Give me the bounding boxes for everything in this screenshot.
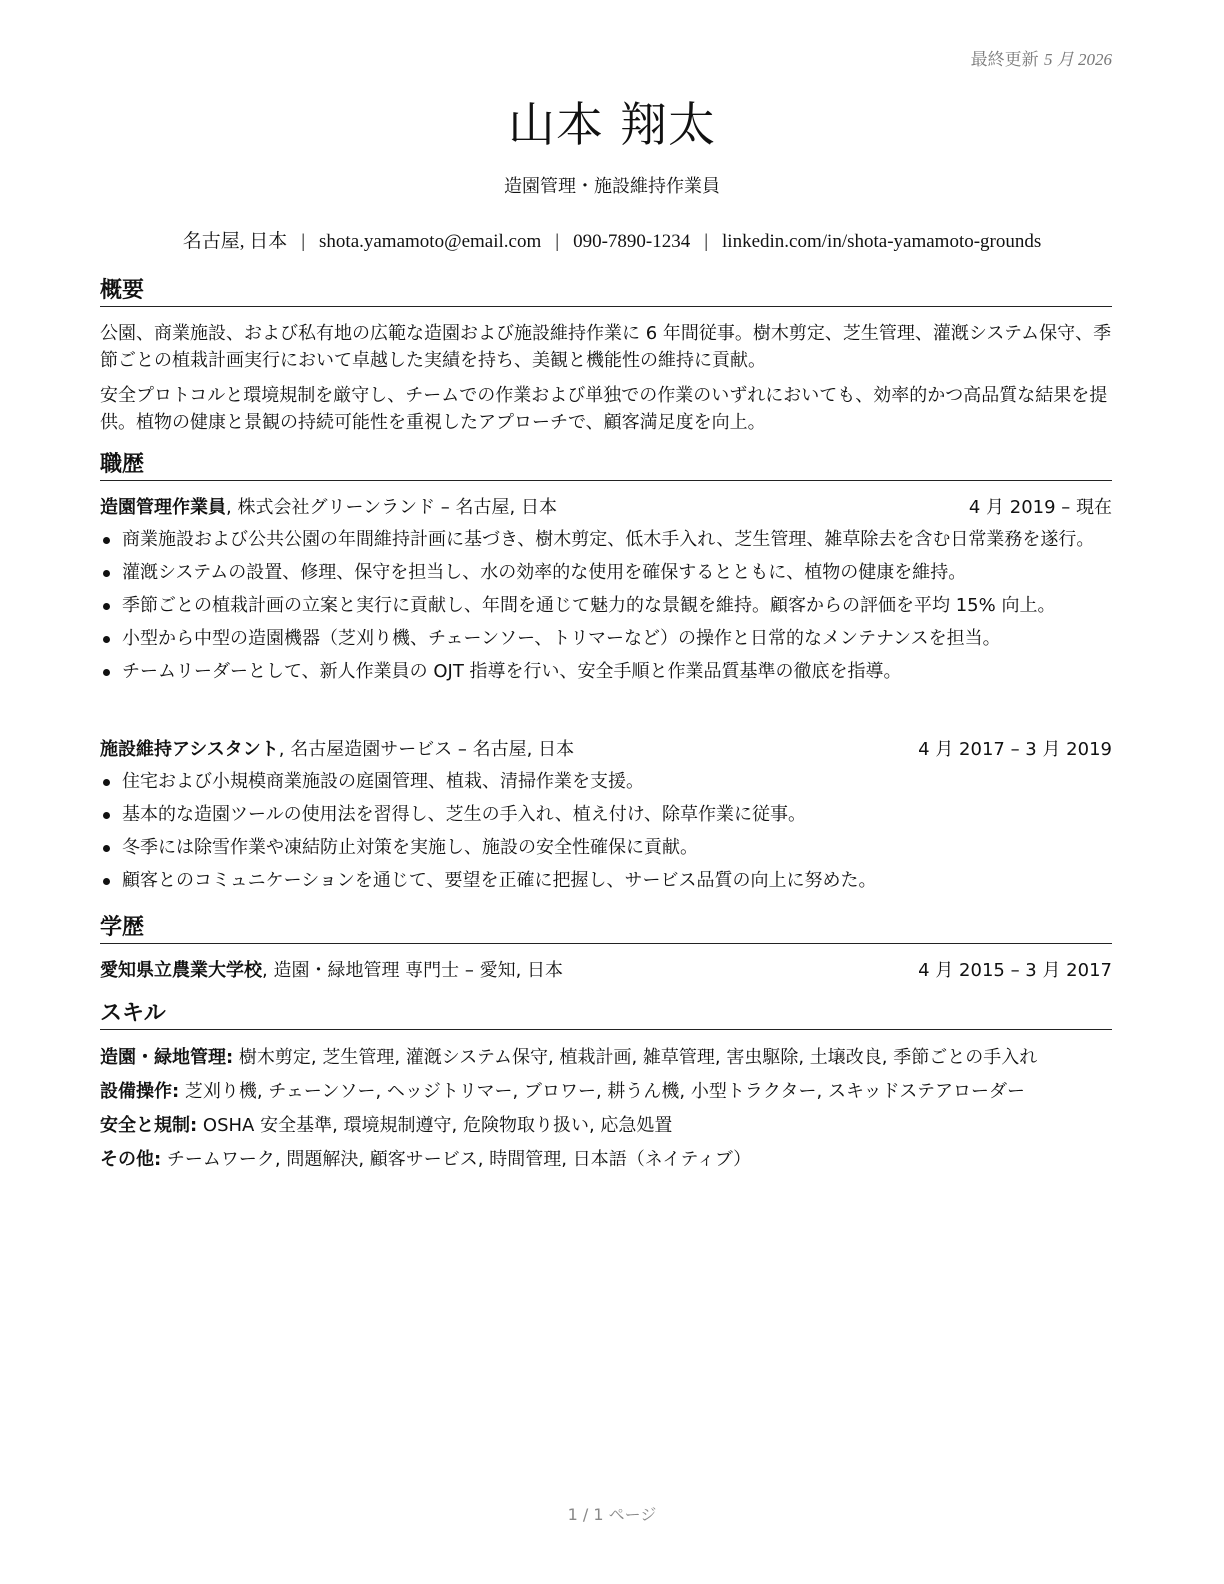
section-heading-education: 学歴 [100,915,1112,944]
education-detail: , 造園・緑地管理 専門士 – 愛知, 日本 [262,960,564,981]
summary-paragraph: 安全プロトコルと環境規制を厳守し、チームでの作業および単独での作業のいずれにおいても、効率的かつ高品質な結果を提供。植物の健康と景観の持続可能性を重視したアプローチで、顧客満足度を向上。 [100,385,1108,433]
contact-line [0,226,1224,253]
list-item: 小型から中型の造園機器（芝刈り機、チェーンソー、トリマーなど）の操作と日常的なメンテナンスを担当。 [100,626,1112,651]
job-role: 施設維持アシスタント [100,739,279,760]
skill-row [100,1147,1112,1173]
skill-label: 設備操作: [100,1081,180,1102]
skill-label: 造園・緑地管理: [100,1047,234,1068]
contact-separator: | [555,231,560,252]
candidate-name: 山本 翔太 [508,98,716,153]
education-school: 愛知県立農業大学校 [100,960,262,981]
skill-value: OSHA 安全基準, 環境規制遵守, 危険物取り扱い, 応急処置 [197,1115,673,1136]
contact-email[interactable]: shota.yamamoto@email.com [319,231,542,252]
job-dates: 4 月 2017 – 3 月 2019 [918,739,1112,760]
job-header [100,738,1112,762]
job-org: , 名古屋造園サービス – 名古屋, 日本 [278,739,575,760]
skill-row [100,1045,1112,1071]
page-indicator: 1 / 1 ページ [567,1505,657,1524]
education-dates: 4 月 2015 – 3 月 2017 [918,960,1112,981]
skill-value: 樹木剪定, 芝生管理, 灌漑システム保守, 植栽計画, 雑草管理, 害虫駆除, 土壌改良, 季節ごとの手入れ [233,1047,1038,1068]
list-item: 季節ごとの植栽計画の立案と実行に貢献し、年間を通じて魅力的な景観を維持。顧客からの評価を平均 15% 向上。 [100,593,1112,618]
list-item: 基本的な造園ツールの使用法を習得し、芝生の手入れ、植え付け、除草作業に従事。 [100,802,1112,827]
last-updated [971,45,1112,70]
job-bullets [100,769,1112,901]
list-item: 冬季には除雪作業や凍結防止対策を実施し、施設の安全性確保に貢献。 [100,835,1112,860]
list-item: チームリーダーとして、新人作業員の OJT 指導を行い、安全手順と作業品質基準の徹底を指導。 [100,659,1112,684]
candidate-title: 造園管理・施設維持作業員 [504,176,720,197]
job-role: 造園管理作業員 [100,497,226,518]
list-item: 灌漑システムの設置、修理、保守を担当し、水の効率的な使用を確保するとともに、植物の健康を維持。 [100,560,1112,585]
skill-row [100,1113,1112,1139]
contact-linkedin[interactable]: linkedin.com/in/shota-yamamoto-grounds [722,231,1042,252]
list-item: 顧客とのコミュニケーションを通じて、要望を正確に把握し、サービス品質の向上に努めた。 [100,868,1112,893]
skill-value: チームワーク, 問題解決, 顧客サービス, 時間管理, 日本語（ネイティブ） [161,1149,752,1170]
contact-separator: | [301,231,306,252]
contact-phone[interactable]: 090-7890-1234 [573,231,691,252]
education-row [100,959,1112,983]
section-heading-summary: 概要 [100,278,1112,307]
list-item: 商業施設および公共公園の年間維持計画に基づき、樹木剪定、低木手入れ、芝生管理、雑草除去を含む日常業務を遂行。 [100,527,1112,552]
contact-separator: | [704,231,709,252]
skill-value: 芝刈り機, チェーンソー, ヘッジトリマー, ブロワー, 耕うん機, 小型トラクター, スキッドステアローダー [179,1081,1026,1102]
skill-label: 安全と規制: [100,1115,198,1136]
skill-row [100,1079,1112,1105]
job-org: , 株式会社グリーンランド – 名古屋, 日本 [226,497,557,518]
summary-paragraph: 公園、商業施設、および私有地の広範な造園および施設維持作業に 6 年間従事。樹木剪定、芝生管理、灌漑システム保守、季節ごとの植栽計画実行において卓越した実績を持ち、美観と機能性の維持に貢献。 [100,323,1112,371]
last-updated-label: 最終更新 [970,50,1039,70]
skill-label: その他: [100,1149,162,1170]
contact-location: 名古屋, 日本 [182,231,288,252]
list-item: 住宅および小規模商業施設の庭園管理、植栽、清掃作業を支援。 [100,769,1112,794]
section-heading-skills: スキル [100,1001,1112,1030]
job-bullets [100,527,1112,692]
last-updated-date: 5 月 2026 [1044,50,1112,69]
job-dates: 4 月 2019 – 現在 [968,497,1112,518]
job-header [100,496,1112,520]
section-heading-experience: 職歴 [100,452,1112,481]
